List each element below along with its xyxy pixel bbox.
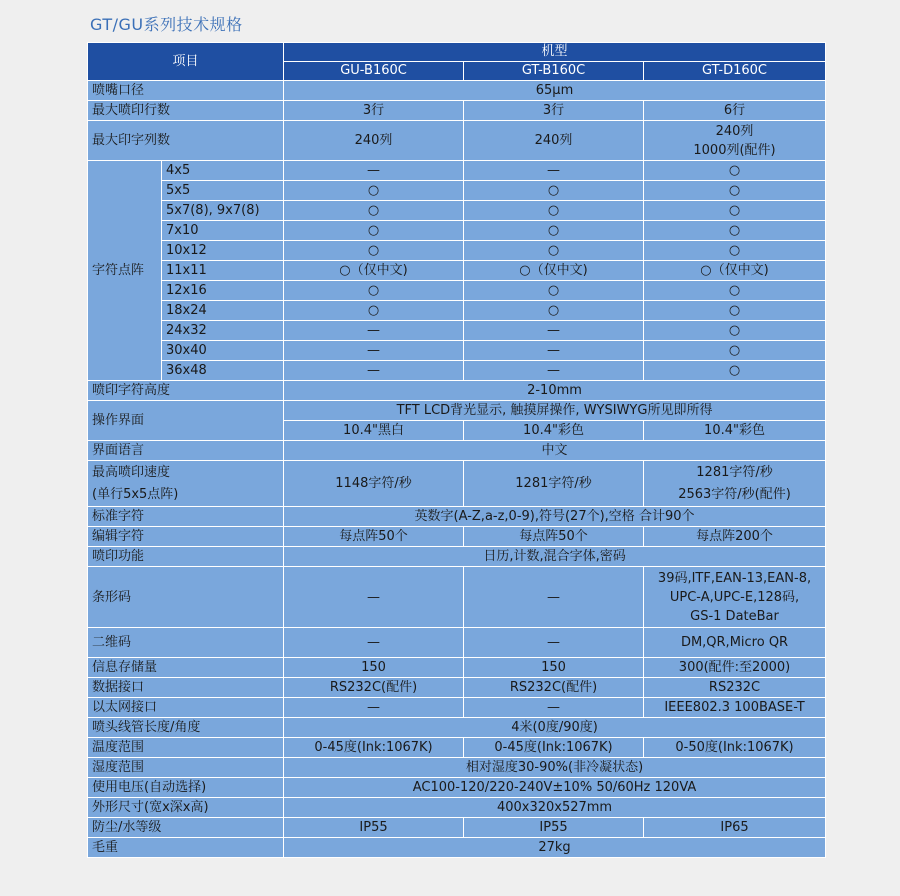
cell: ○ bbox=[644, 281, 826, 301]
row-label bbox=[88, 461, 284, 507]
cell: IP55 bbox=[284, 818, 464, 838]
cell-line: GS-1 DateBar bbox=[690, 608, 779, 624]
cell: 0-45度(Ink:1067K) bbox=[284, 738, 464, 758]
table-row bbox=[88, 181, 826, 201]
cell: ○（仅中文) bbox=[644, 261, 826, 281]
row-label: 信息存储量 bbox=[88, 658, 284, 678]
table-row bbox=[88, 201, 826, 221]
cell: ○ bbox=[284, 221, 464, 241]
table-row bbox=[88, 778, 826, 798]
cell: — bbox=[464, 698, 644, 718]
row-label: 喷嘴口径 bbox=[88, 81, 284, 101]
cell: RS232C bbox=[644, 678, 826, 698]
table-row bbox=[88, 301, 826, 321]
table-row bbox=[88, 341, 826, 361]
header-model-2: GT-B160C bbox=[464, 62, 644, 81]
row-label: 最大喷印行数 bbox=[88, 101, 284, 121]
cell: ○ bbox=[284, 281, 464, 301]
sub-label: 5x5 bbox=[162, 181, 284, 201]
table-row bbox=[88, 698, 826, 718]
row-label: 温度范围 bbox=[88, 738, 284, 758]
sub-label: 4x5 bbox=[162, 161, 284, 181]
table-row bbox=[88, 738, 826, 758]
row-value: 4米(0度/90度) bbox=[284, 718, 826, 738]
table-row bbox=[88, 798, 826, 818]
row-label: 湿度范围 bbox=[88, 758, 284, 778]
cell: ○ bbox=[644, 161, 826, 181]
row-label: 喷印功能 bbox=[88, 547, 284, 567]
cell: — bbox=[284, 321, 464, 341]
cell: 每点阵200个 bbox=[644, 527, 826, 547]
cell: 3行 bbox=[284, 101, 464, 121]
row-label: 条形码 bbox=[88, 567, 284, 628]
cell bbox=[644, 121, 826, 161]
table-row bbox=[88, 628, 826, 658]
table-row bbox=[88, 547, 826, 567]
row-value: 400x320x527mm bbox=[284, 798, 826, 818]
row-label: 二维码 bbox=[88, 628, 284, 658]
cell: ○ bbox=[464, 281, 644, 301]
table-row bbox=[88, 678, 826, 698]
cell: 300(配件:至2000) bbox=[644, 658, 826, 678]
sub-label: 36x48 bbox=[162, 361, 284, 381]
cell: — bbox=[284, 628, 464, 658]
table-row bbox=[88, 101, 826, 121]
row-value: 65μm bbox=[284, 81, 826, 101]
cell: — bbox=[464, 628, 644, 658]
page-title: GT/GU系列技术规格 bbox=[90, 15, 243, 34]
cell: 10.4"彩色 bbox=[464, 421, 644, 441]
cell: — bbox=[464, 361, 644, 381]
cell-line: 1281字符/秒 bbox=[696, 464, 773, 480]
row-value: AC100-120/220-240V±10% 50/60Hz 120VA bbox=[284, 778, 826, 798]
cell: ○ bbox=[644, 181, 826, 201]
table-row bbox=[88, 718, 826, 738]
row-value: 英数字(A-Z,a-z,0-9),符号(27个),空格 合计90个 bbox=[284, 507, 826, 527]
cell: 150 bbox=[464, 658, 644, 678]
table-row bbox=[88, 121, 826, 161]
header-item: 项目 bbox=[88, 43, 284, 81]
sub-label: 11x11 bbox=[162, 261, 284, 281]
header-model-group: 机型 bbox=[284, 43, 826, 62]
row-label: 编辑字符 bbox=[88, 527, 284, 547]
table-row bbox=[88, 838, 826, 858]
cell bbox=[644, 567, 826, 628]
cell: ○ bbox=[284, 181, 464, 201]
cell: 240列 bbox=[284, 121, 464, 161]
cell: 1281字符/秒 bbox=[464, 461, 644, 507]
table-row bbox=[88, 81, 826, 101]
cell: ○ bbox=[644, 341, 826, 361]
cell: 6行 bbox=[644, 101, 826, 121]
row-value: 相对湿度30-90%(非冷凝状态) bbox=[284, 758, 826, 778]
table-row bbox=[88, 361, 826, 381]
cell: IP65 bbox=[644, 818, 826, 838]
cell: ○ bbox=[464, 201, 644, 221]
cell: ○ bbox=[464, 241, 644, 261]
cell: ○ bbox=[644, 241, 826, 261]
cell: — bbox=[464, 161, 644, 181]
cell: 每点阵50个 bbox=[464, 527, 644, 547]
cell: 0-50度(Ink:1067K) bbox=[644, 738, 826, 758]
cell: — bbox=[284, 341, 464, 361]
row-label: 喷印字符高度 bbox=[88, 381, 284, 401]
spec-table bbox=[87, 42, 826, 858]
table-row bbox=[88, 658, 826, 678]
cell: ○ bbox=[464, 301, 644, 321]
header-model-3: GT-D160C bbox=[644, 62, 826, 81]
cell: 240列 bbox=[464, 121, 644, 161]
cell-line: UPC-A,UPC-E,128码, bbox=[669, 589, 800, 605]
cell: ○ bbox=[464, 181, 644, 201]
table-row bbox=[88, 441, 826, 461]
cell: RS232C(配件) bbox=[284, 678, 464, 698]
cell: ○ bbox=[464, 221, 644, 241]
cell: — bbox=[284, 161, 464, 181]
cell: 0-45度(Ink:1067K) bbox=[464, 738, 644, 758]
cell: ○ bbox=[644, 201, 826, 221]
sub-label: 30x40 bbox=[162, 341, 284, 361]
sub-label: 24x32 bbox=[162, 321, 284, 341]
cell: 每点阵50个 bbox=[284, 527, 464, 547]
row-value: 中文 bbox=[284, 441, 826, 461]
cell: — bbox=[284, 567, 464, 628]
cell: IEEE802.3 100BASE-T bbox=[644, 698, 826, 718]
row-label: 防尘/水等级 bbox=[88, 818, 284, 838]
row-label-line: 最高喷印速度 bbox=[92, 464, 171, 480]
sub-label: 7x10 bbox=[162, 221, 284, 241]
cell: — bbox=[464, 341, 644, 361]
cell-line: 240列 bbox=[715, 123, 754, 139]
cell: DM,QR,Micro QR bbox=[644, 628, 826, 658]
cell: ○（仅中文) bbox=[284, 261, 464, 281]
cell: ○ bbox=[284, 241, 464, 261]
table-row bbox=[88, 818, 826, 838]
row-label: 最大印字列数 bbox=[88, 121, 284, 161]
table-row bbox=[88, 461, 826, 507]
sub-label: 18x24 bbox=[162, 301, 284, 321]
row-label: 字符点阵 bbox=[88, 161, 162, 381]
table-row bbox=[88, 401, 826, 421]
row-label: 外形尺寸(宽x深x高) bbox=[88, 798, 284, 818]
cell: ○ bbox=[284, 301, 464, 321]
cell: IP55 bbox=[464, 818, 644, 838]
cell: — bbox=[284, 361, 464, 381]
cell: RS232C(配件) bbox=[464, 678, 644, 698]
row-label: 使用电压(自动选择) bbox=[88, 778, 284, 798]
table-row bbox=[88, 321, 826, 341]
cell: 1148字符/秒 bbox=[284, 461, 464, 507]
row-value: 2-10mm bbox=[284, 381, 826, 401]
table-row bbox=[88, 161, 826, 181]
row-value: TFT LCD背光显示, 触摸屏操作, WYSIWYG所见即所得 bbox=[284, 401, 826, 421]
row-label: 标准字符 bbox=[88, 507, 284, 527]
table-row bbox=[88, 507, 826, 527]
cell: ○ bbox=[284, 201, 464, 221]
row-label: 操作界面 bbox=[88, 401, 284, 441]
cell: 150 bbox=[284, 658, 464, 678]
row-label: 界面语言 bbox=[88, 441, 284, 461]
table-row bbox=[88, 241, 826, 261]
cell: 10.4"黑白 bbox=[284, 421, 464, 441]
table-row bbox=[88, 758, 826, 778]
row-label: 喷头线管长度/角度 bbox=[88, 718, 284, 738]
sub-label: 10x12 bbox=[162, 241, 284, 261]
cell: 10.4"彩色 bbox=[644, 421, 826, 441]
table-row bbox=[88, 221, 826, 241]
cell-line: 2563字符/秒(配件) bbox=[678, 486, 791, 502]
table-row bbox=[88, 527, 826, 547]
table-row bbox=[88, 281, 826, 301]
row-label: 以太网接口 bbox=[88, 698, 284, 718]
cell: — bbox=[464, 567, 644, 628]
cell: ○ bbox=[644, 321, 826, 341]
row-label-line: (单行5x5点阵) bbox=[92, 486, 179, 502]
cell: 3行 bbox=[464, 101, 644, 121]
cell: — bbox=[464, 321, 644, 341]
cell bbox=[644, 461, 826, 507]
table-row bbox=[88, 261, 826, 281]
cell: ○ bbox=[644, 301, 826, 321]
row-value: 日历,计数,混合字体,密码 bbox=[284, 547, 826, 567]
table-row bbox=[88, 567, 826, 628]
row-value: 27kg bbox=[284, 838, 826, 858]
sub-label: 5x7(8), 9x7(8) bbox=[162, 201, 284, 221]
header-model-1: GU-B160C bbox=[284, 62, 464, 81]
row-label: 数据接口 bbox=[88, 678, 284, 698]
cell: ○ bbox=[644, 361, 826, 381]
row-label: 毛重 bbox=[88, 838, 284, 858]
cell: ○（仅中文) bbox=[464, 261, 644, 281]
sub-label: 12x16 bbox=[162, 281, 284, 301]
cell: ○ bbox=[644, 221, 826, 241]
table-row bbox=[88, 381, 826, 401]
cell-line: 1000列(配件) bbox=[693, 142, 776, 158]
cell: — bbox=[284, 698, 464, 718]
cell-line: 39码,ITF,EAN-13,EAN-8, bbox=[657, 570, 812, 586]
